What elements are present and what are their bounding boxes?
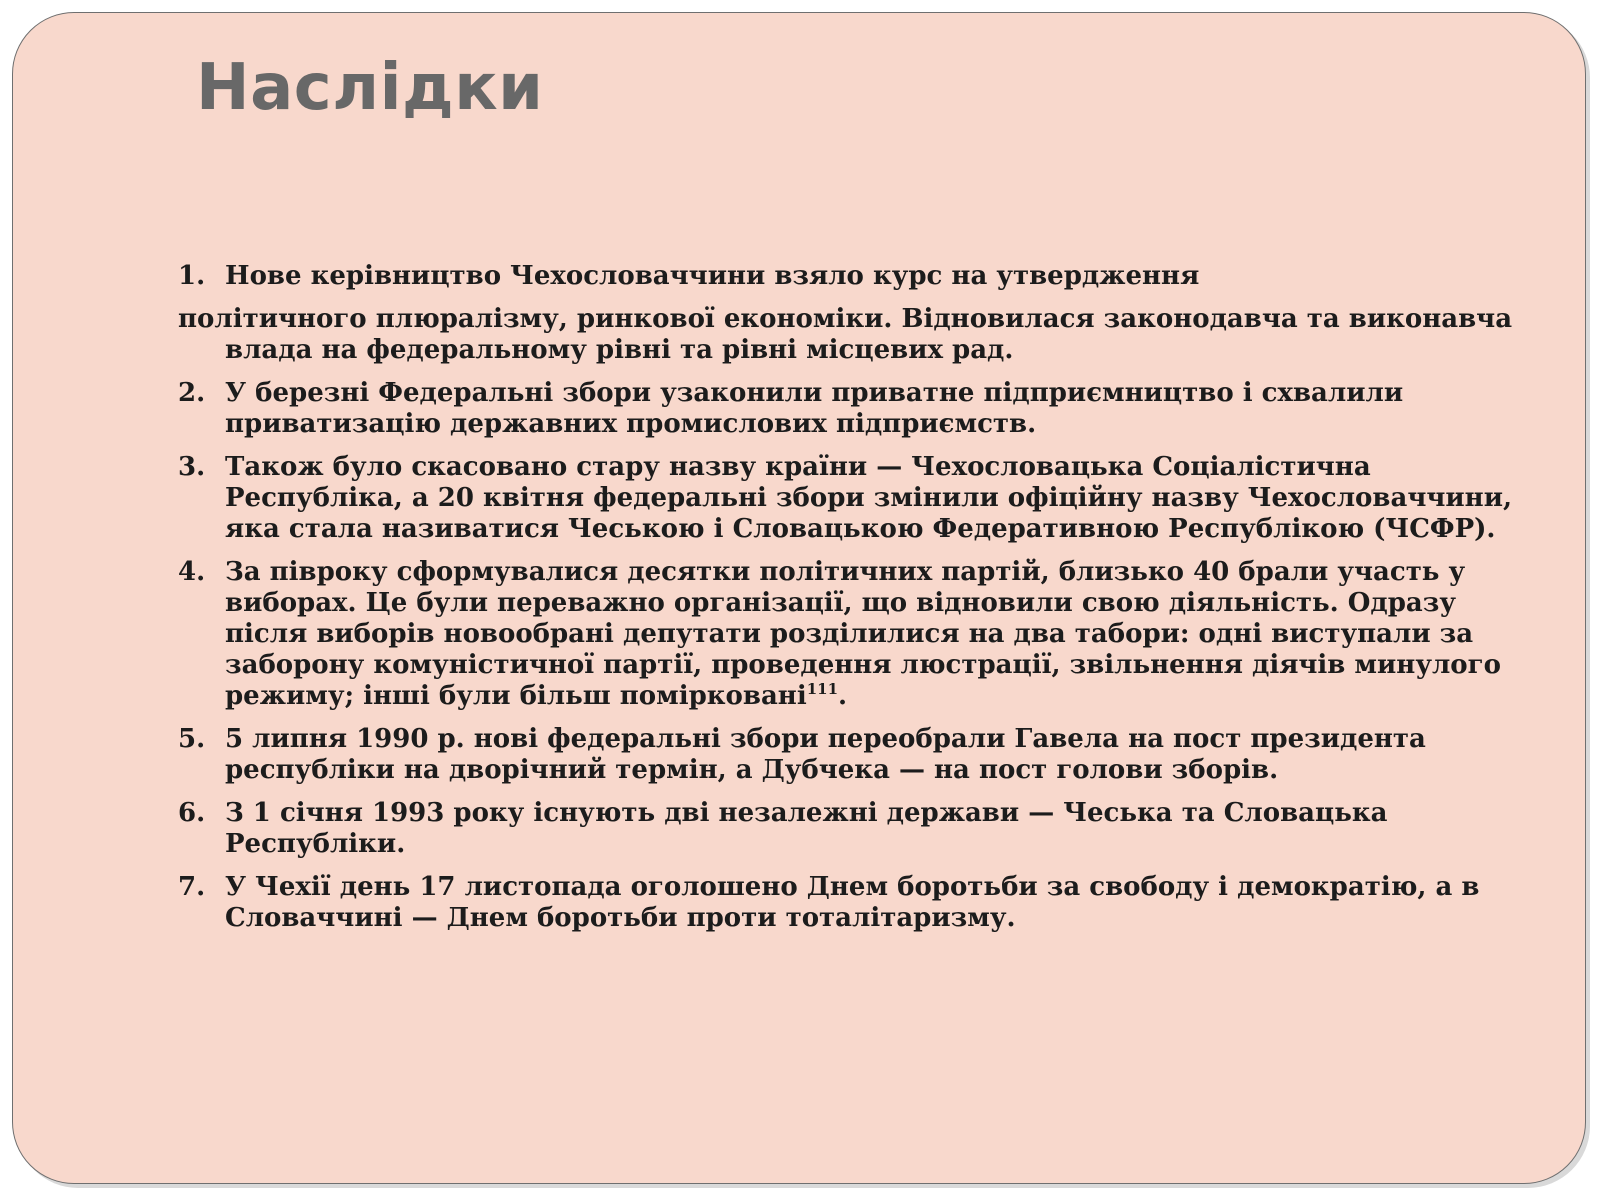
list-item-text: Також було скасовано стару назву країни — Чехословацька Соціалістична Республіка, а 20 квітня федеральні збори змінили офіційну назву Чехословаччини, яка стала називатися Чеською і Словацькою Федеративною Республікою (ЧСФР). [225,452,1513,544]
list-item-number: 6. [178,798,206,828]
list-item-tail: . [838,681,848,711]
list-item-text: Нове керівництво Чехословаччини взяло курс на утвердження [225,261,1200,291]
list-item-text: 5 липня 1990 р. нові федеральні збори переобрали Гавела на пост президента республіки на дворічний термін, а Дубчека — на пост голови зборів. [225,724,1426,785]
list-item [178,557,1538,712]
list-item-number: 2. [178,378,206,408]
list-item [178,872,1538,934]
list-item-number: 3. [178,452,206,482]
list-item-continuation-rest [178,335,1538,366]
list-item-number: 7. [178,872,206,902]
list-item-text-first-line: політичного плюралізму, ринкової економіки. Відновилася законодавча та виконавча [178,304,1513,334]
list-item [178,724,1538,786]
list-item-text: У березні Федеральні збори узаконили приватне підприємництво і схвалили приватизацію державних промислових підприємств. [225,378,1404,439]
list-item-text: З 1 січня 1993 року існують дві незалежні держави — Чеська та Словацька Республіки. [225,798,1388,859]
list-item-number: 1. [178,261,206,291]
slide-content [178,261,1538,946]
list-item-number: 4. [178,557,206,587]
list-item [178,261,1538,292]
list-item [178,452,1538,545]
list-item-continuation [178,304,1538,335]
footnote-reference: 111 [806,680,839,698]
list-item [178,378,1538,440]
slide [12,12,1586,1184]
slide-title: Наслідки [196,51,544,125]
list-item-text: За півроку сформувалися десятки політичних партій, близько 40 брали участь у виборах. Це були переважно організації, що відновили свою діяльність. Одразу після виборів новообрані депутати розділилися на два табори: одні виступали за заборону комуністичної партії, проведення люстрації, звільнення діячів минулого режиму; інші були більш помірковані [225,557,1501,711]
list-item-text: У Чехії день 17 листопада оголошено Днем боротьби за свободу і демократію, а в Словаччині — Днем боротьби проти тоталітаризму. [225,872,1480,933]
list-item-text-rest: влада на федеральному рівні та рівні місцевих рад. [225,335,1014,365]
list-item [178,798,1538,860]
list-item-number: 5. [178,724,206,754]
